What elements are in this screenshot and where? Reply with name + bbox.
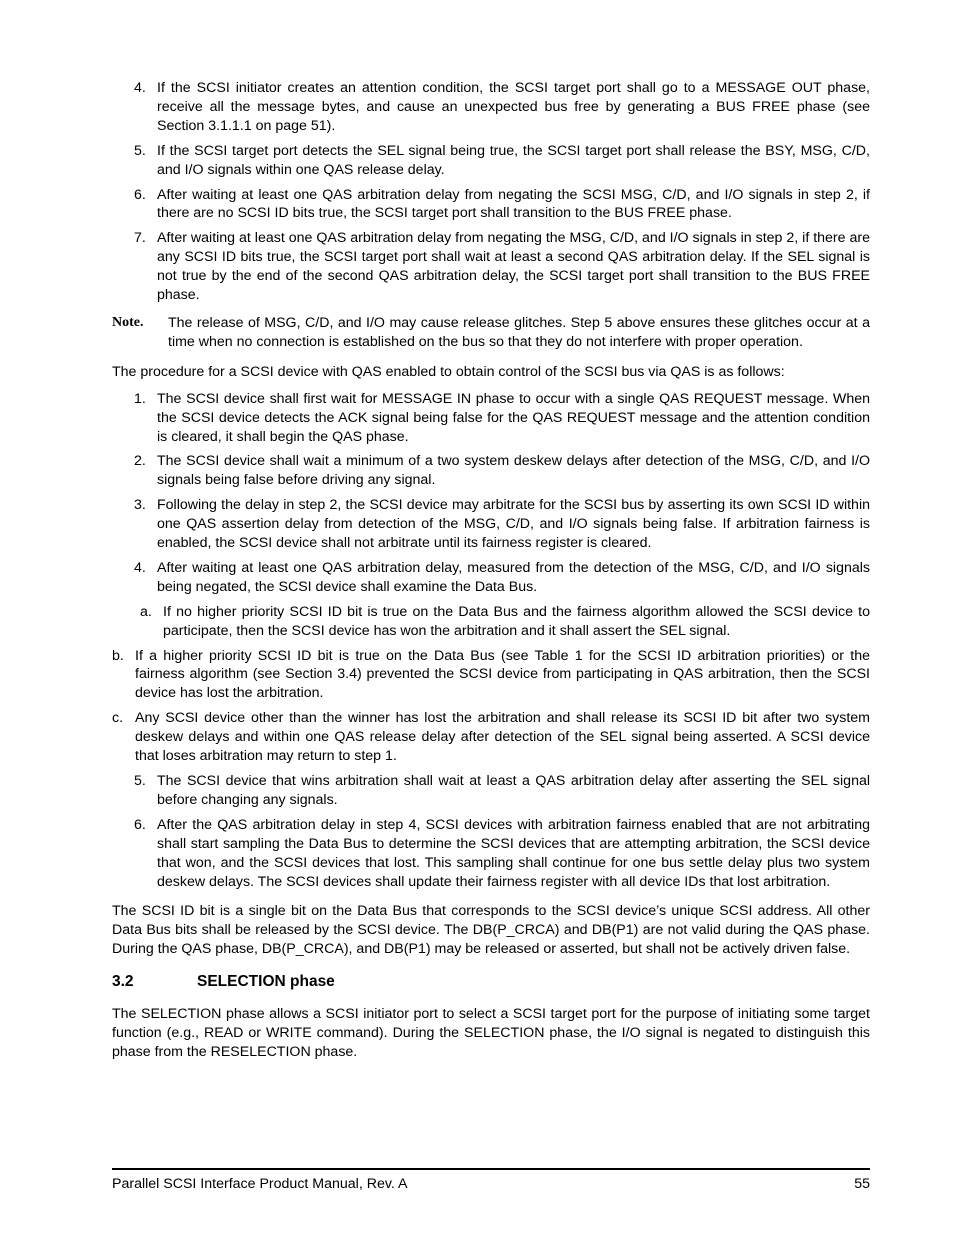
list-text: If no higher priority SCSI ID bit is true on the Data Bus and the fairness algorithm allowed the SCSI device to participate, then the SCSI device has won the arbitration and it shall assert the SEL signal.: [163, 603, 870, 639]
list-item: [112, 496, 870, 553]
list-number: 3.: [134, 497, 146, 514]
page-number: 55: [854, 1176, 870, 1192]
sub-list-item-b: [112, 647, 870, 704]
list-number: 4.: [134, 559, 146, 576]
list-item: [112, 142, 870, 180]
list-number: 2.: [134, 453, 146, 470]
list-letter: b.: [112, 647, 124, 664]
list-letter: c.: [112, 710, 124, 727]
list-text: If a higher priority SCSI ID bit is true on the Data Bus (see Table 1 for the SCSI ID arbitration priorities) or the fairness algorithm (see Section 3.4) prevented the SCSI device from participating in QAS arbitration, then the SCSI device has lost the arbitration.: [135, 647, 870, 702]
list-number: 4.: [134, 80, 146, 96]
list-text: After waiting at least one QAS arbitration delay from negating the MSG, C/D, and I/O signals in step 2, if there are any SCSI ID bits true, the SCSI target port shall wait at least a second QAS arbitration delay. If the SEL signal is not true by the end of the second QAS arbitration delay, the SCSI target port shall transition to the BUS FREE phase.: [157, 230, 870, 304]
list-number: 5.: [134, 142, 146, 159]
section-number: 3.2: [112, 973, 134, 991]
note-block: [112, 314, 870, 352]
page-body: [112, 79, 870, 1070]
list-number: 7.: [134, 230, 146, 247]
list-item: [112, 452, 870, 490]
list-number: 6.: [134, 186, 146, 203]
procedure-intro: The procedure for a SCSI device with QAS enabled to obtain control of the SCSI bus via QAS is as follows:: [112, 363, 785, 380]
list-text: After waiting at least one QAS arbitration delay from negating the SCSI MSG, C/D, and I/O signals in step 2, if there are no SCSI ID bits true, the SCSI target port shall transition to the BUS FREE phase.: [157, 186, 870, 222]
scsi-id-paragraph: The SCSI ID bit is a single bit on the Data Bus that corresponds to the SCSI device’s unique SCSI address. All other Data Bus bits shall be released by the SCSI device. The DB(P_CRCA) and DB(P1) are not valid during the QAS phase. During the QAS phase, DB(P_CRCA), and DB(P1) may be released or asserted, but shall not be actively driven false.: [112, 903, 870, 958]
sub-list-item-a: [112, 603, 870, 641]
numbered-list-qas-procedure-continued: [112, 772, 870, 891]
numbered-list-qas-procedure: [112, 390, 870, 597]
list-text: Any SCSI device other than the winner has lost the arbitration and shall release its SCSI ID bit after two system deskew delays and within one QAS release delay after detection of the SEL signal being asserted. A SCSI device that loses arbitration may return to step 1.: [135, 710, 870, 765]
list-number: 6.: [134, 816, 146, 833]
list-item: [112, 390, 870, 447]
list-item: [112, 186, 870, 224]
sub-list-item-c: [112, 709, 870, 766]
list-text: If the SCSI initiator creates an attention condition, the SCSI target port shall go to a MESSAGE OUT phase, receive all the message bytes, and cause an unexpected bus free by generating a BUS FREE phase (see Section 3.1.1.1 on page 51).: [157, 80, 870, 134]
list-text: If the SCSI target port detects the SEL signal being true, the SCSI target port shall release the BSY, MSG, C/D, and I/O signals within one QAS release delay.: [157, 142, 870, 178]
footer-rule: [112, 1168, 870, 1170]
list-item: [112, 816, 870, 892]
list-text: The SCSI device that wins arbitration shall wait at least a QAS arbitration delay after asserting the SEL signal before changing any signals.: [157, 773, 870, 808]
list-number: 1.: [134, 390, 146, 407]
list-text: After the QAS arbitration delay in step 4, SCSI devices with arbitration fairness enabled that are not arbitrating shall start sampling the Data Bus to determine the SCSI devices that are attempting arbitration, the SCSI device that won, and the SCSI devices that lost. This sampling shall continue for one bus settle delay plus two system deskew delays. The SCSI devices shall update their fairness register with all device IDs that lost arbitration.: [157, 816, 870, 890]
list-text: Following the delay in step 2, the SCSI device may arbitrate for the SCSI bus by asserting its own SCSI ID within one QAS assertion delay from detection of the MSG, C/D, and I/O signals being false. If arbitration fairness is enabled, the SCSI device shall not arbitrate until its fairness register is cleared.: [157, 497, 870, 552]
note-text: The release of MSG, C/D, and I/O may cause release glitches. Step 5 above ensures these glitches occur at a time when no connection is established on the bus so that they do not interfere with proper operation.: [168, 314, 870, 350]
list-number: 5.: [134, 773, 146, 789]
list-item: [112, 559, 870, 597]
section-heading: [112, 972, 870, 992]
note-label: Note.: [112, 314, 144, 330]
list-item: [112, 772, 870, 810]
numbered-list-target-steps: [112, 79, 870, 305]
list-text: The SCSI device shall first wait for MESSAGE IN phase to occur with a single QAS REQUEST message. When the SCSI device detects the ACK signal being false for the QAS REQUEST message and the attention condition is cleared, it shall begin the QAS phase.: [157, 390, 870, 445]
list-item: [112, 79, 870, 136]
section-title: SELECTION phase: [197, 973, 335, 991]
list-letter: a.: [140, 603, 152, 620]
footer-title: Parallel SCSI Interface Product Manual, Rev. A: [112, 1176, 408, 1192]
selection-paragraph: The SELECTION phase allows a SCSI initiator port to select a SCSI target port for the purpose of initiating some target function (e.g., READ or WRITE command). During the SELECTION phase, the I/O signal is negated to distinguish this phase from the RESELECTION phase.: [112, 1006, 870, 1060]
list-item: [112, 229, 870, 305]
list-text: After waiting at least one QAS arbitration delay, measured from the detection of the MSG, C/D, and I/O signals being negated, the SCSI device shall examine the Data Bus.: [157, 559, 870, 595]
list-text: The SCSI device shall wait a minimum of a two system deskew delays after detection of the MSG, C/D, and I/O signals being false before driving any signal.: [157, 453, 870, 489]
